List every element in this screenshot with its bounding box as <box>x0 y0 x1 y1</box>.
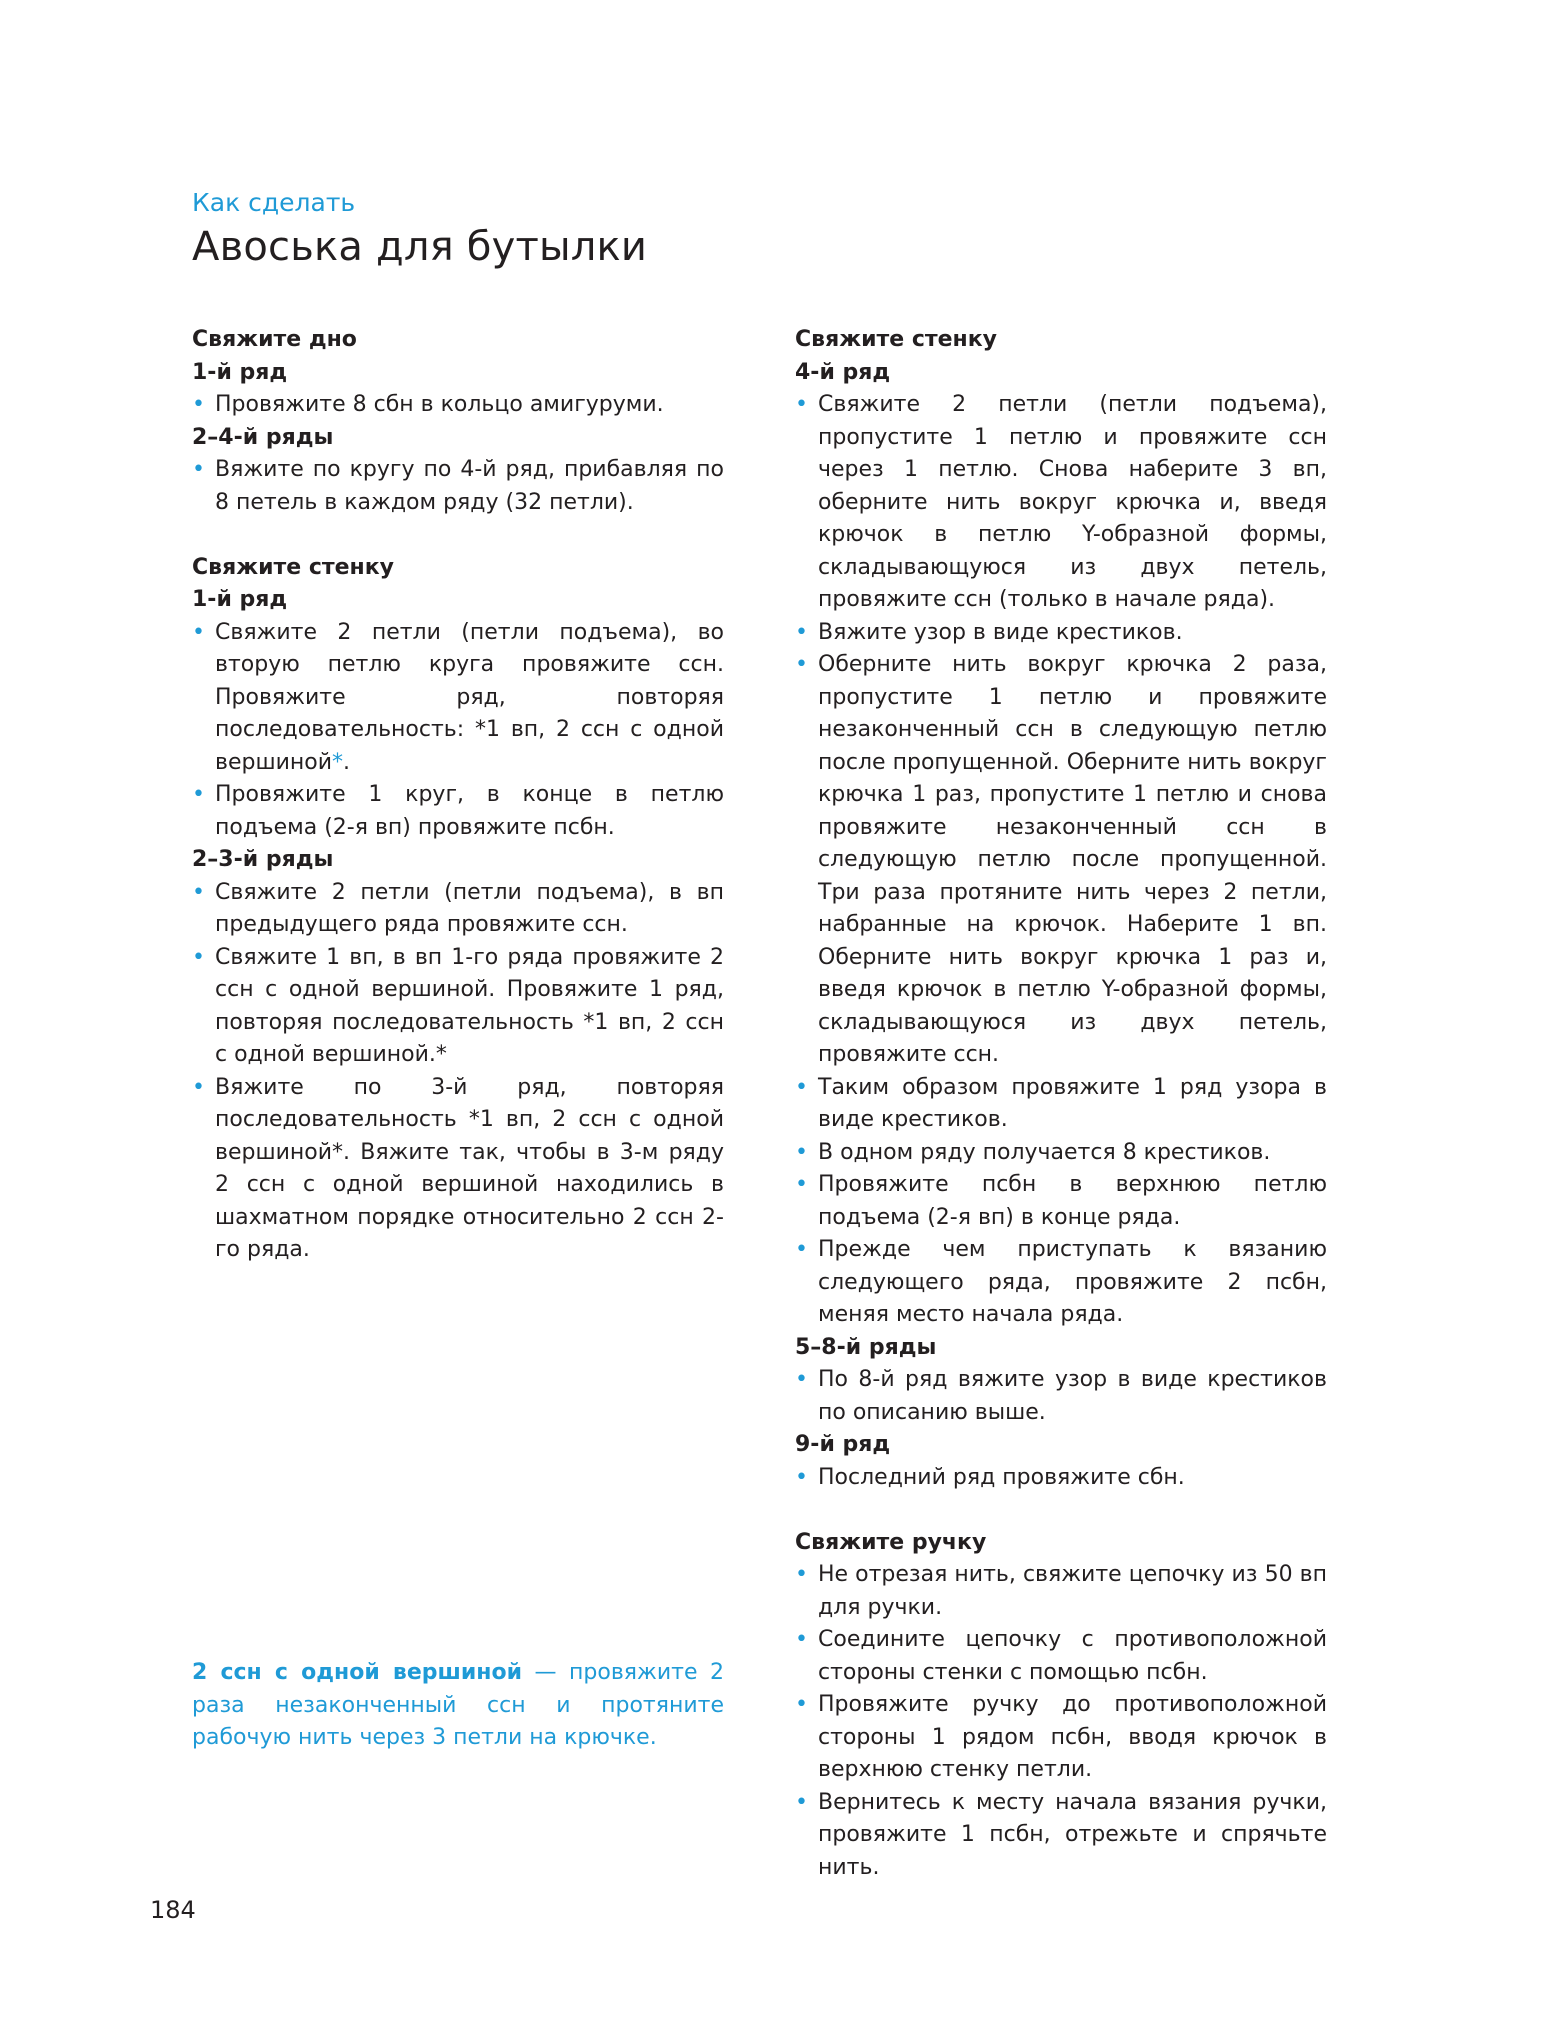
bullet-icon: • <box>795 652 808 677</box>
bullet-icon: • <box>795 1562 808 1587</box>
bullet-icon: • <box>795 392 808 417</box>
list-item: • Не отрезая нить, свяжите цепочку из 50 вп для ручки. <box>795 1559 1327 1624</box>
bullet-icon: • <box>795 1464 808 1490</box>
bottom-row1-heading: 1-й ряд <box>192 359 288 385</box>
list-item: • По 8-й ряд вяжите узор в виде крестиков по описанию выше. <box>795 1364 1327 1429</box>
row5-heading: 5–8-й ряды <box>795 1334 937 1360</box>
list-item: • Последний ряд провяжите сбн. <box>795 1462 1327 1495</box>
list-item: • Вернитесь к месту начала вязания ручки, провяжите 1 псбн, отрежьте и спрячьте нить. <box>795 1787 1327 1885</box>
wall-row1-heading: 1-й ряд <box>192 587 288 612</box>
list-item: • Провяжите псбн в верхнюю петлю подъема (2-я вп) в конце ряда. <box>795 1169 1327 1234</box>
right-column <box>795 324 1327 1884</box>
bullet-icon: • <box>795 1074 808 1100</box>
list-item: • Вяжите по кругу по 4-й ряд, прибавляя по 8 петель в каждом ряду (32 петли). <box>192 454 724 519</box>
bullet-icon: • <box>795 1367 808 1392</box>
bottom-heading: Свяжите дно <box>192 327 357 352</box>
list-item: • Свяжите 1 вп, в вп 1-го ряда провяжите 2 ссн с одной вершиной. Провяжите 1 ряд, повторяя последовательность *1 вп, 2 ссн с одной вершиной.* <box>192 942 724 1072</box>
bullet-icon: • <box>192 782 205 807</box>
footnote <box>192 1657 724 1755</box>
bullet-icon: • <box>192 619 205 645</box>
wall-heading: Свяжите стенку <box>192 554 395 580</box>
bullet-icon: • <box>795 1237 808 1262</box>
list-item: • Вяжите по 3-й ряд, повторяя последовательность *1 вп, 2 ссн с одной вершиной*. Вяжите так, чтобы в 3-м ряду 2 ссн с одной вершиной находились в шахматном порядке относительно 2 ссн 2-го ряда. <box>192 1072 724 1267</box>
list-item: • Провяжите 8 сбн в кольцо амигуруми. <box>192 389 724 422</box>
bullet-icon: • <box>795 1627 808 1652</box>
handle-heading: Свяжите ручку <box>795 1529 987 1555</box>
page-title: Авоська для бутылки <box>192 224 648 270</box>
left-column <box>192 324 724 1267</box>
bullet-icon: • <box>192 944 205 970</box>
list-item: • Соедините цепочку с противоположной стороны стенки с помощью псбн. <box>795 1624 1327 1689</box>
list-item: • Свяжите 2 петли (петли подъема), во вторую петлю круга провяжите ссн. Провяжите ряд, повторяя последовательность: *1 вп, 2 ссн с одной вершиной*. <box>192 617 724 780</box>
footnote-term: 2 ссн с одной вершиной <box>192 1660 523 1685</box>
bullet-icon: • <box>795 1692 808 1717</box>
wall-row2-heading: 2–3-й ряды <box>192 847 334 872</box>
bullet-icon: • <box>192 1074 205 1100</box>
bullet-icon: • <box>795 1139 808 1165</box>
footnote-mark: * <box>332 749 344 775</box>
row9-heading: 9-й ряд <box>795 1432 891 1457</box>
list-item: • Свяжите 2 петли (петли подъема), пропустите 1 петлю и провяжите ссн через 1 петлю. Снова наберите 3 вп, оберните нить вокруг крючка и, введя крючок в петлю Y-образной формы, складывающуюся из двух петель, провяжите ссн (только в начале ряда). <box>795 389 1327 617</box>
bullet-icon: • <box>795 1172 808 1197</box>
footnote-definition: — провяжите 2 раза незаконченный ссн и протяните рабочую нить через 3 петли на крючке. <box>192 1660 724 1750</box>
list-item: • Свяжите 2 петли (петли подъема), в вп предыдущего ряда провяжите ссн. <box>192 877 724 942</box>
bottom-row2-heading: 2–4-й ряды <box>192 424 334 450</box>
list-item: • Оберните нить вокруг крючка 2 раза, пропустите 1 петлю и провяжите незаконченный ссн в следующую петлю после пропущенной. Оберните нить вокруг крючка 1 раз, пропустите 1 петлю и снова провяжите незаконченный ссн в следующую петлю после пропущенной. Три раза протяните нить через 2 петли, набранные на крючок. Наберите 1 вп. Оберните нить вокруг крючка 1 раз и, введя крючок в петлю Y-образной формы, складывающуюся из двух петель, провяжите ссн. <box>795 649 1327 1072</box>
page-number: 184 <box>150 1896 196 1924</box>
list-item: • Вяжите узор в виде крестиков. <box>795 617 1327 650</box>
bullet-icon: • <box>795 619 808 645</box>
section-kicker: Как сделать <box>192 188 356 217</box>
bullet-icon: • <box>192 457 205 482</box>
wall-heading-right: Свяжите стенку <box>795 327 998 352</box>
row4-heading: 4-й ряд <box>795 359 891 385</box>
list-item: • Провяжите ручку до противоположной стороны 1 рядом псбн, вводя крючок в верхнюю стенку петли. <box>795 1689 1327 1787</box>
bullet-icon: • <box>192 879 205 905</box>
list-item: • Провяжите 1 круг, в конце в петлю подъема (2-я вп) провяжите псбн. <box>192 779 724 844</box>
bullet-icon: • <box>795 1789 808 1815</box>
bullet-icon: • <box>192 392 205 417</box>
list-item: • В одном ряду получается 8 крестиков. <box>795 1137 1327 1170</box>
list-item: • Прежде чем приступать к вязанию следующего ряда, провяжите 2 псбн, меняя место начала ряда. <box>795 1234 1327 1332</box>
list-item: • Таким образом провяжите 1 ряд узора в виде крестиков. <box>795 1072 1327 1137</box>
